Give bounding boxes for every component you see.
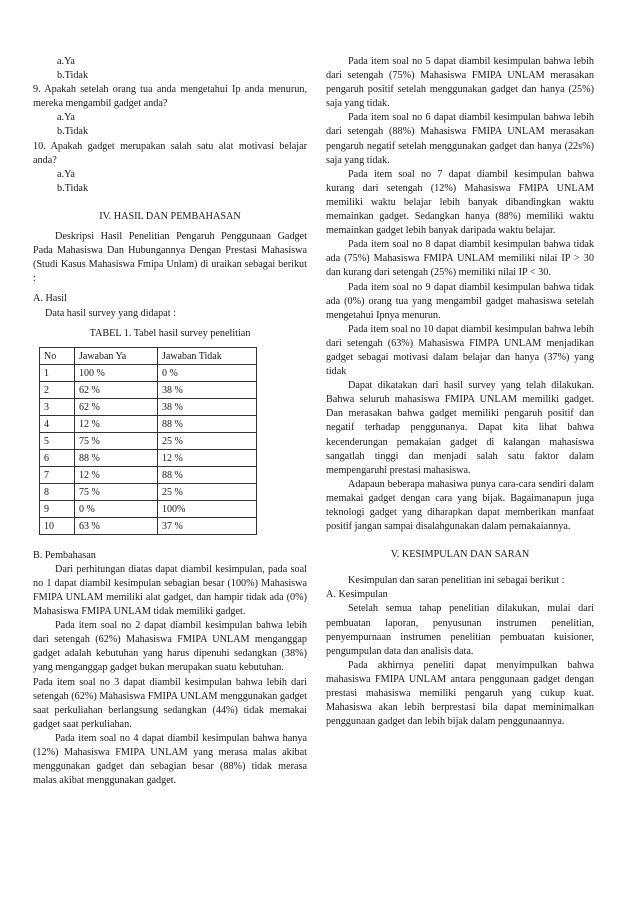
section-4-title: IV. HASIL DAN PEMBAHASAN (99, 210, 241, 222)
table-row (40, 500, 257, 517)
cell-jawaban-tidak: 88 % (158, 466, 257, 483)
q9-option-a: a.Ya (57, 112, 75, 124)
cell-jawaban-tidak: 38 % (158, 381, 257, 398)
cell-jawaban-tidak: 0 % (158, 364, 257, 381)
table-row (40, 415, 257, 432)
cell-jawaban-tidak: 12 % (158, 449, 257, 466)
discussion-paragraph-2: Pada item soal no 2 dapat diambil kesimpulan bahwa lebih dari setengah (62%) Mahasiswa FMIPA UNLAM menganggap gadget adalah kebutuhan yang harus dipenuhi sedangkan (38%) yang menganggap gadget bukan merupakan suatu kebutuhan. (33, 620, 307, 674)
cell-jawaban-ya: 75 % (75, 483, 158, 500)
cell-jawaban-tidak: 25 % (158, 432, 257, 449)
result-paragraph-10: Pada item soal no 10 dapat diambil kesimpulan bahwa lebih dari setengah (63%) Mahasiswa FIMPA UNLAM menjadikan gadget sebagai motivasi dalam belajar dan hanya (37%) yang tidak (326, 323, 594, 378)
q9-option-b: b.Tidak (57, 126, 89, 138)
wise-usage-paragraph: Adapaun beberapa mahasiwa punya cara-cara sendiri dalam memakai gadget dengan cara yang bijak. Bagaimanapun juga teknologi gadget yang diharapkan dapat memberikan manfaat positif jangan sampai disalahgunakan dalam pemakaiannya. (326, 478, 594, 533)
cell-jawaban-ya: 88 % (75, 449, 158, 466)
table-row (40, 364, 257, 381)
table-header-row (40, 347, 257, 364)
q8-option-a: a.Ya (57, 56, 75, 67)
table-row (40, 449, 257, 466)
discussion-paragraph-4: Pada item soal no 4 dapat diambil kesimpulan bahwa hanya (12%) Mahasiswa FMIPA UNLAM yang merasa malas akibat menggunakan gadget dan sebagian besar (88%) tidak merasa malas akibat menggunakan gadget. (33, 732, 307, 787)
table-row (40, 381, 257, 398)
cell-no: 2 (40, 381, 75, 398)
cell-jawaban-tidak: 38 % (158, 398, 257, 415)
question-10: 10. Apakah gadget merupakan salah satu alat motivasi belajar anda? (33, 140, 307, 166)
cell-no: 5 (40, 432, 75, 449)
cell-jawaban-ya: 62 % (75, 398, 158, 415)
header-jawaban-ya: Jawaban Ya (75, 347, 158, 364)
question-9: 9. Apakah setelah orang tua anda mengetahui Ip anda menurun, mereka mengambil gadget anda? (33, 84, 307, 110)
result-paragraph-7: Pada item soal no 7 dapat diambil kesimpulan bahwa kurang dari setengah (12%) Mahasiswa FMIPA UNLAM memiliki waktu belajar lebih banyak dibandingkan waktu memainkan gadget. Sedangkan hanya (88%) memiliki waktu memainkan gadget lebih banyak daripada waktu belajar. (326, 168, 594, 237)
table-row (40, 483, 257, 500)
cell-jawaban-ya: 0 % (75, 500, 158, 517)
cell-jawaban-tidak: 25 % (158, 483, 257, 500)
cell-jawaban-ya: 12 % (75, 466, 158, 483)
result-paragraph-9: Pada item soal no 9 dapat diambil kesimpulan bahwa tidak ada (0%) orang tua yang mengambil gadget mahasiswa setelah mengetahui Ipnya menurun. (326, 281, 594, 321)
conclusion-paragraph-2: Pada akhirnya peneliti dapat menyimpulkan bahwa mahasiswa FMIPA UNLAM antara penggunaan gadget dengan prestasi mahasiswa memiliki pengaruh yang cukup kuat. Mahasiswa akan lebih berprestasi bila dapat meminimalkan penggunaan gadget dan lebih bijak dalam penggunaannya. (326, 659, 594, 728)
cell-no: 1 (40, 364, 75, 381)
table-row (40, 466, 257, 483)
cell-jawaban-tidak: 37 % (158, 517, 257, 534)
subsection-a-text: Data hasil survey yang didapat : (45, 307, 176, 319)
table-row (40, 432, 257, 449)
cell-jawaban-tidak: 88 % (158, 415, 257, 432)
section-5-title: V. KESIMPULAN DAN SARAN (390, 549, 530, 561)
section-5-intro: Kesimpulan dan saran penelitian ini sebagai berikut : (348, 575, 565, 587)
cell-jawaban-ya: 100 % (75, 364, 158, 381)
q10-option-a: a.Ya (57, 168, 75, 180)
header-jawaban-tidak: Jawaban Tidak (158, 347, 257, 364)
survey-results-table (39, 347, 257, 535)
result-paragraph-6: Pada item soal no 6 dapat diambil kesimpulan bahwa lebih dari setengah (88%) Mahasiswa FMIPA UNLAM merasakan pengaruh negatif setelah menggunakan gadget dan hanya (22s%) saja yang tidak. (326, 112, 594, 166)
cell-jawaban-ya: 75 % (75, 432, 158, 449)
q8-option-b: b.Tidak (57, 70, 89, 82)
right-column (326, 55, 594, 729)
table-row (40, 517, 257, 534)
table-row (40, 398, 257, 415)
cell-jawaban-ya: 62 % (75, 381, 158, 398)
subsection-a-hasil: A. Hasil (33, 293, 67, 305)
summary-paragraph: Dapat dikatakan dari hasil survey yang telah dilakukan. Bahwa seluruh mahasiswa FMIPA UNLAM memiliki gadget. Dan merasakan bahwa gadget memiliki pengaruh positif dan negatif terhadap penggunanya. Dapat kita lihat bahwa kecenderungan pemakaian gadget di kalangan mahasiswa sangatlah tinggi dan menjadi salah satu faktor dalam mempengaruhi prestasi mahasiswa. (326, 380, 594, 476)
conclusion-paragraph-1: Setelah semua tahap penelitian dilakukan, mulai dari pembuatan laporan, penyusunan instrumen penelitian, penyempurnaan instrumen penelitian pembuatan kuisioner, pengumpulan data dan analisis data. (326, 603, 594, 657)
cell-jawaban-ya: 12 % (75, 415, 158, 432)
discussion-paragraph-3: Pada item soal no 3 dapat diambil kesimpulan bahwa lebih dari setengah (62%) Mahasiswa FMIPA UNLAM menggunakan gadget saat perkuliahan berlangsung sedangkan (44%) tidak memakai gadget saat perkuliahan. (33, 676, 307, 730)
cell-no: 4 (40, 415, 75, 432)
result-paragraph-8: Pada item soal no 8 dapat diambil kesimpulan bahwa tidak ada (75%) Mahasiswa FMIPA UNLAM memiliki nilai IP > 30 dan kurang dari setengah (25%) memiliki nilai IP < 30. (326, 239, 594, 279)
cell-no: 9 (40, 500, 75, 517)
cell-jawaban-tidak: 100% (158, 500, 257, 517)
table-caption: TABEL 1. Tabel hasil survey penelitian (89, 327, 251, 339)
cell-no: 6 (40, 449, 75, 466)
cell-no: 3 (40, 398, 75, 415)
cell-no: 7 (40, 466, 75, 483)
result-paragraph-5: Pada item soal no 5 dapat diambil kesimpulan bahwa lebih dari setengah (75%) Mahasiswa FMIPA UNLAM merasakan pengaruh positif setelah menggunakan gadget dan hanya (25%) saja yang tidak. (326, 56, 594, 110)
header-no: No (40, 347, 75, 364)
discussion-paragraph-1: Dari perhitungan diatas dapat diambil kesimpulan, pada soal no 1 dapat diambil kesimpulan sebagian besar (100%) Mahasiswa FMIPA UNLAM memiliki alat gadget, dan hampir tidak ada (0%) Mahasiswa FMIPA UNLAM tidak memiliki gadget. (33, 563, 307, 618)
cell-no: 10 (40, 517, 75, 534)
cell-no: 8 (40, 483, 75, 500)
section-4-intro: Deskripsi Hasil Penelitian Pengaruh Penggunaan Gadget Pada Mahasiswa Dan Hubungannya Dengan Prestasi Mahasiswa (Studi Kasus Mahasiswa Fmipa Unlam) di uraikan sebagai berikut : (33, 231, 307, 285)
subsection-b-pembahasan: B. Pembahasan (33, 549, 96, 561)
left-column (33, 55, 307, 788)
q10-option-b: b.Tidak (57, 182, 89, 194)
subsection-a-kesimpulan: A. Kesimpulan (326, 589, 388, 601)
cell-jawaban-ya: 63 % (75, 517, 158, 534)
